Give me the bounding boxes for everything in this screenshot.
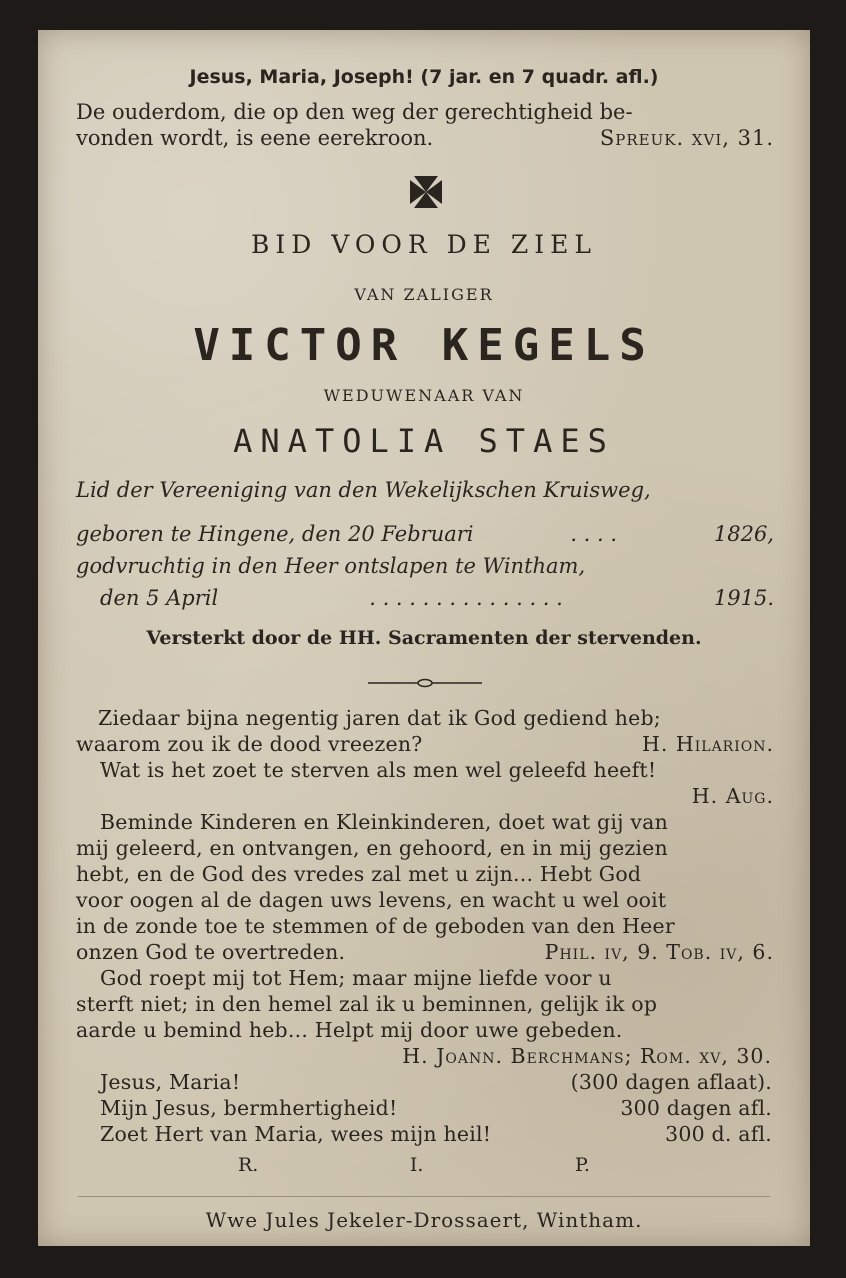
cross-icon [406,172,446,212]
ejaculation-3 [38,1122,810,1146]
ejaculation-1 [38,1070,810,1094]
message-line-3: hebt, en de God des vredes zal met u zijn... Hebt God [76,862,642,886]
quote-3-ref-text: H. Aug. [691,784,774,808]
widower-of: WEDUWENAAR VAN [323,386,525,405]
proverb-line-2 [38,126,810,150]
rip-i: I. [409,1154,424,1176]
rip-r: R. [238,1154,259,1176]
invocation: Jesus, Maria, Joseph! (7 jar. en 7 quadr. afl.) [189,66,659,88]
proverb-line-1: De ouderdom, die op den weg der gerechtigheid be- [76,100,633,124]
message2-line-1: God roept mij tot Hem; maar mijne liefde voor u [100,966,612,990]
message-line-4: voor oogen al de dagen uws levens, en wacht u wel ooit [76,888,667,912]
prayer-heading: BID VOOR DE ZIEL [251,230,597,259]
quote-2-ref: H. Hilarion. [641,732,774,756]
message2-line-3: aarde u bemind heb... Helpt mij door uwe gebeden. [76,1018,623,1042]
printer-credit: Wwe Jules Jekeler-Drossaert, Wintham. [205,1208,643,1232]
memorial-card [38,30,810,1246]
rip-line [38,1154,810,1176]
proverb-text: vonden wordt, is eene eerekroon. [76,126,434,150]
ejaculation-3-text: Zoet Hert van Maria, wees mijn heil! [100,1122,492,1146]
ejaculation-3-indulgence: 300 d. afl. [665,1122,772,1146]
rip-p: P. [575,1154,590,1176]
message-reference: Phil. iv, 9. Tob. iv, 6. [544,940,774,964]
deceased-name: VICTOR KEGELS [193,320,655,371]
quote-2-text: waarom zou ik de dood vreezen? [76,732,423,756]
proverb-reference: Spreuk. xvi, 31. [599,126,774,150]
death-dots: . . . . . . . . . . . . . . . [369,586,563,610]
message-line-1: Beminde Kinderen en Kleinkinderen, doet wat gij van [100,810,668,834]
death-year: 1915. [713,586,774,610]
message2-ref [38,1044,810,1068]
death-line [38,586,810,610]
ejaculation-1-text: Jesus, Maria! [100,1070,241,1094]
message-line-6 [38,940,810,964]
ornament-divider [368,678,482,688]
death-date: den 5 April [100,586,219,610]
footer-divider [78,1196,770,1197]
ejaculation-2-indulgence: 300 dagen afl. [620,1096,772,1120]
birth-year: 1826, [713,522,774,546]
message-end: onzen God te overtreden. [76,940,346,964]
ejaculation-2 [38,1096,810,1120]
message2-line-2: sterft niet; in den hemel zal ik u beminnen, gelijk ik op [76,992,658,1016]
birth-text: geboren te Hingene, den 20 Februari [76,522,474,546]
spouse-name: ANATOLIA STAES [233,422,615,460]
death-text: godvruchtig in den Heer ontslapen te Wintham, [76,554,586,578]
quote-2 [38,732,810,756]
message-line-5: in de zonde toe te stemmen of de geboden van den Heer [76,914,675,938]
sacraments: Versterkt door de HH. Sacramenten der stervenden. [146,627,702,649]
quote-3: Wat is het zoet te sterven als men wel geleefd heeft! [100,758,657,782]
ejaculation-1-indulgence: (300 dagen aflaat). [570,1070,772,1094]
quote-1: Ziedaar bijna negentig jaren dat ik God gediend heb; [98,706,661,730]
birth-line [38,522,810,546]
ejaculation-2-text: Mijn Jesus, bermhertigheid! [100,1096,398,1120]
quote-3-ref [38,784,810,808]
message-line-2: mij geleerd, en ontvangen, en gehoord, en in mij gezien [76,836,668,860]
message2-ref-text: H. Joann. Berchmans; Rom. xv, 30. [402,1044,772,1068]
membership: Lid der Vereeniging van den Wekelijkschen Kruisweg, [76,478,651,502]
van-zaliger: VAN ZALIGER [354,285,494,304]
birth-dots: . . . . [570,522,618,546]
